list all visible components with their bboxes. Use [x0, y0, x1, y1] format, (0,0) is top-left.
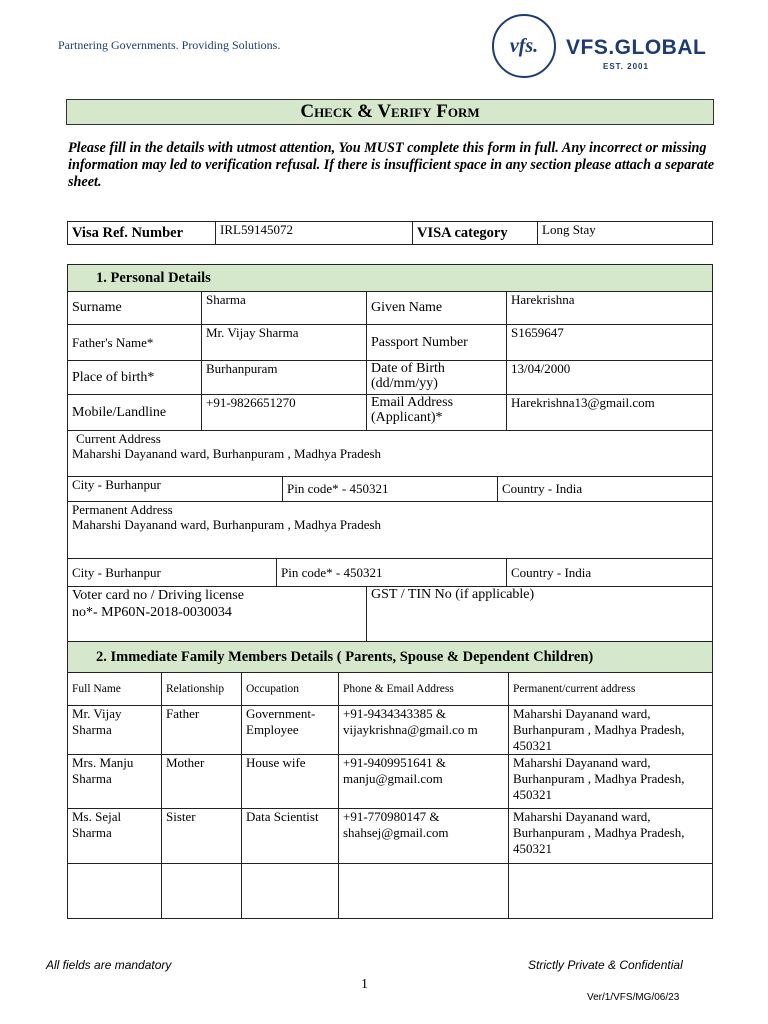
table-row: [68, 706, 713, 755]
email-value[interactable]: Harekrishna13@gmail.com: [507, 395, 713, 431]
current-address-value: Maharshi Dayanand ward, Burhanpuram , Madhya Pradesh: [72, 446, 382, 461]
logo-est: EST. 2001: [603, 62, 649, 71]
logo-mark: vfs.: [509, 34, 539, 57]
surname-value[interactable]: Sharma: [202, 292, 367, 325]
member-relationship[interactable]: Father: [162, 706, 242, 755]
email-label: [367, 395, 507, 431]
member-address-empty[interactable]: [509, 864, 713, 919]
gst-label: GST / TIN No (if applicable): [371, 587, 535, 602]
family-header-contact: Phone & Email Address: [339, 673, 509, 706]
family-header-occupation: Occupation: [242, 673, 339, 706]
dob-format: (dd/mm/yy): [371, 376, 438, 391]
member-address[interactable]: Maharshi Dayanand ward, Burhanpuram , Madhya Pradesh, 450321: [509, 755, 713, 809]
dob-value[interactable]: 13/04/2000: [507, 361, 713, 395]
table-row: [68, 755, 713, 809]
member-contact-empty[interactable]: [339, 864, 509, 919]
current-city-row: [67, 476, 713, 559]
member-occupation[interactable]: House wife: [242, 755, 339, 809]
current-city[interactable]: City - Burhanpur: [68, 477, 283, 502]
footer-confidential-note: Strictly Private & Confidential: [528, 958, 683, 972]
gst-cell[interactable]: [367, 587, 713, 642]
member-name[interactable]: Ms. Sejal Sharma: [68, 809, 162, 864]
member-name-empty[interactable]: [68, 864, 162, 919]
member-occupation[interactable]: Government-Employee: [242, 706, 339, 755]
member-name[interactable]: Mrs. Manju Sharma: [68, 755, 162, 809]
dob-label-text: Date of Birth: [371, 361, 445, 376]
visa-ref-label: Visa Ref. Number: [68, 222, 216, 245]
member-relationship[interactable]: Sister: [162, 809, 242, 864]
family-header-relationship: Relationship: [162, 673, 242, 706]
footer-mandatory-note: All fields are mandatory: [46, 958, 172, 972]
current-address-label: Current Address: [76, 431, 161, 446]
voter-label: Voter card no / Driving license: [72, 588, 244, 603]
visa-category-value[interactable]: Long Stay: [538, 222, 713, 245]
family-section-title: 2. Immediate Family Members Details ( Parents, Spouse & Dependent Children): [68, 642, 713, 673]
passport-label: Passport Number: [367, 325, 507, 361]
permanent-address-value: Maharshi Dayanand ward, Burhanpuram , Madhya Pradesh: [72, 517, 382, 532]
dob-label: [367, 361, 507, 395]
personal-details-table: [67, 264, 713, 477]
member-address[interactable]: Maharshi Dayanand ward, Burhanpuram , Madhya Pradesh, 450321: [509, 706, 713, 755]
place-of-birth-label: Place of birth*: [68, 361, 202, 395]
permanent-city[interactable]: City - Burhanpur: [68, 559, 277, 587]
member-contact[interactable]: +91-9434343385 & vijaykrishna@gmail.co m: [339, 706, 509, 755]
logo-name: VFS.GLOBAL: [566, 36, 707, 59]
page-number: 1: [361, 977, 368, 992]
surname-label: Surname: [68, 292, 202, 325]
given-name-label: Given Name: [367, 292, 507, 325]
vfs-logo-icon: [492, 14, 556, 78]
visa-category-label: VISA category: [413, 222, 538, 245]
permanent-pin[interactable]: Pin code* - 450321: [277, 559, 507, 587]
voter-value: no*- MP60N-2018-0030034: [72, 605, 232, 620]
permanent-country[interactable]: Country - India: [507, 559, 713, 587]
form-instructions: Please fill in the details with utmost attention, You MUST complete this form in full. Any incorrect or missing information may led to verification refusal. If there is insufficient space in any section please attach a separate sheet.: [68, 140, 715, 190]
permanent-address-cell[interactable]: [68, 502, 713, 559]
current-pin[interactable]: Pin code* - 450321: [283, 477, 498, 502]
email-label-sub: (Applicant)*: [371, 410, 443, 425]
tagline: Partnering Governments. Providing Solutions.: [58, 38, 281, 52]
permanent-city-row: [67, 558, 713, 587]
current-country[interactable]: Country - India: [498, 477, 713, 502]
mobile-value[interactable]: +91-9826651270: [202, 395, 367, 431]
family-table: [67, 641, 713, 919]
mobile-label: Mobile/Landline: [68, 395, 202, 431]
table-row: [68, 809, 713, 864]
member-occupation[interactable]: Data Scientist: [242, 809, 339, 864]
reference-table: [67, 221, 713, 245]
place-of-birth-value[interactable]: Burhanpuram: [202, 361, 367, 395]
member-contact[interactable]: +91-770980147 & shahsej@gmail.com: [339, 809, 509, 864]
family-header-address: Permanent/current address: [509, 673, 713, 706]
form-title: Check & Verify Form: [66, 99, 714, 125]
member-address[interactable]: Maharshi Dayanand ward, Burhanpuram , Madhya Pradesh, 450321: [509, 809, 713, 864]
family-header-name: Full Name: [68, 673, 162, 706]
passport-value[interactable]: S1659647: [507, 325, 713, 361]
member-relationship-empty[interactable]: [162, 864, 242, 919]
given-name-value[interactable]: Harekrishna: [507, 292, 713, 325]
permanent-address-label: Permanent Address: [72, 502, 173, 517]
father-name-label: Father's Name*: [68, 325, 202, 361]
father-name-value[interactable]: Mr. Vijay Sharma: [202, 325, 367, 361]
member-relationship[interactable]: Mother: [162, 755, 242, 809]
version-code: Ver/1/VFS/MG/06/23: [587, 992, 680, 1003]
voter-cell[interactable]: [68, 587, 367, 642]
member-name[interactable]: Mr. Vijay Sharma: [68, 706, 162, 755]
table-row-empty: [68, 864, 713, 919]
member-contact[interactable]: +91-9409951641 & manju@gmail.com: [339, 755, 509, 809]
member-occupation-empty[interactable]: [242, 864, 339, 919]
email-label-text: Email Address: [371, 395, 454, 410]
personal-section-title: 1. Personal Details: [68, 265, 713, 292]
current-address-cell[interactable]: [68, 431, 713, 477]
visa-ref-value[interactable]: IRL59145072: [216, 222, 413, 245]
voter-row: [67, 586, 713, 642]
